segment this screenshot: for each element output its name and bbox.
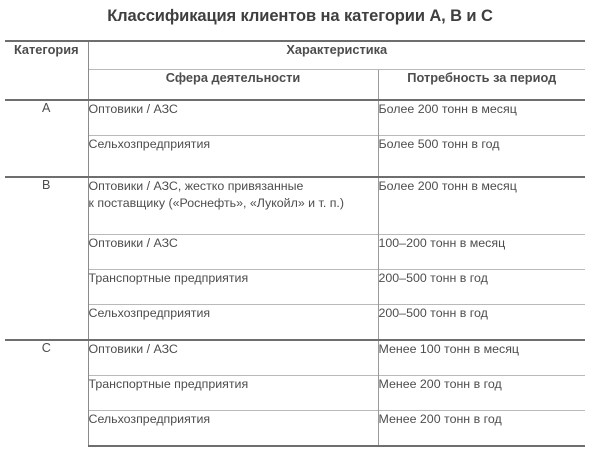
table-row [5, 100, 585, 136]
cell-sphere [88, 411, 378, 447]
table-row [5, 376, 585, 411]
cell-need: Более 200 тонн в месяц [378, 177, 585, 235]
cell-need: Более 200 тонн в месяц [378, 100, 585, 136]
table-row [5, 340, 585, 376]
cell-sphere-line2: к поставщику («Роснефть», «Лукойл» и т. п.) [88, 196, 344, 210]
cell-sphere [88, 177, 378, 235]
cell-sphere [88, 376, 378, 411]
category-label-c: С [5, 340, 88, 446]
header-category: Категория [5, 41, 88, 100]
table-row [5, 235, 585, 270]
cell-need: Менее 200 тонн в год [378, 376, 585, 411]
table-row [5, 177, 585, 235]
table-header-row-top [5, 41, 585, 70]
header-need: Потребность за период [378, 70, 585, 101]
cell-sphere-line1: Сельхозпредприятия [88, 306, 211, 320]
cell-sphere [88, 100, 378, 136]
cell-sphere [88, 270, 378, 305]
cell-sphere-line1: Оптовики / АЗС [88, 342, 178, 356]
table-row [5, 136, 585, 178]
cell-sphere-line1: Оптовики / АЗС [88, 102, 178, 116]
cell-sphere-line1: Транспортные предприятия [88, 377, 249, 391]
cell-need: Менее 200 тонн в год [378, 411, 585, 447]
cell-sphere-line1: Оптовики / АЗС, жестко привязанные [88, 179, 304, 193]
header-characteristic: Характеристика [88, 41, 585, 70]
cell-need: 200–500 тонн в год [378, 305, 585, 341]
table-header-row-sub [5, 70, 585, 101]
header-sphere: Сфера деятельности [88, 70, 378, 101]
cell-sphere [88, 340, 378, 376]
table-row [5, 270, 585, 305]
cell-sphere-line1: Оптовики / АЗС [88, 236, 178, 250]
category-label-b: В [5, 177, 88, 340]
cell-sphere [88, 136, 378, 178]
table-row [5, 411, 585, 447]
cell-need: 200–500 тонн в год [378, 270, 585, 305]
cell-sphere [88, 235, 378, 270]
cell-need: Менее 100 тонн в месяц [378, 340, 585, 376]
cell-sphere-line1: Сельхозпредприятия [88, 412, 211, 426]
classification-table-container [5, 40, 585, 447]
category-label-a: А [5, 100, 88, 177]
cell-need: Более 500 тонн в год [378, 136, 585, 178]
cell-sphere-line1: Сельхозпредприятия [88, 137, 211, 151]
classification-table [5, 40, 585, 447]
cell-need: 100–200 тонн в месяц [378, 235, 585, 270]
page-title: Классификация клиентов на категории А, В и С [107, 7, 493, 25]
table-row [5, 305, 585, 341]
cell-sphere-line1: Транспортные предприятия [88, 271, 249, 285]
cell-sphere [88, 305, 378, 341]
